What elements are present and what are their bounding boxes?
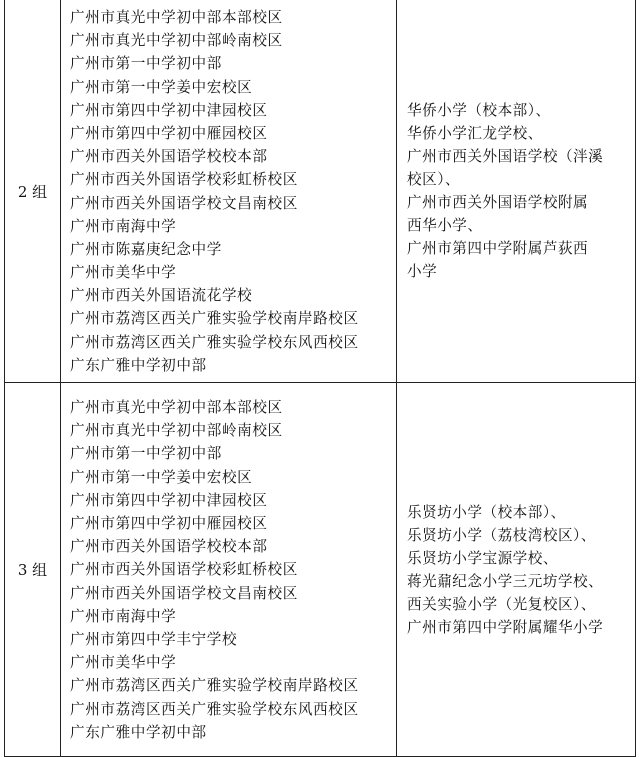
middle-school-item: 广东广雅中学初中部 (70, 723, 207, 741)
middle-school-item: 广州市第四中学初中津园校区 (70, 101, 268, 119)
middle-school-item: 广州市第四中学丰宁学校 (70, 630, 238, 648)
primary-school-item: 西华小学、 (407, 217, 483, 234)
middle-school-item: 广州市西关外国语学校彩虹桥校区 (70, 561, 298, 579)
school-allocation-table (4, 0, 636, 757)
table-body (5, 0, 636, 757)
table-row (5, 0, 636, 383)
middle-school-list (61, 383, 397, 757)
middle-school-item: 广州市荔湾区西关广雅实验学校东风西校区 (70, 333, 359, 351)
primary-school-item: 乐贤坊小学（校本部）、 (407, 503, 566, 521)
primary-school-item: 西关实验小学（光复校区）、 (407, 595, 596, 613)
primary-school-item: 乐贤坊小学宝源学校、 (407, 549, 558, 567)
middle-school-item: 广州市真光中学初中部本部校区 (70, 9, 283, 26)
middle-school-item: 广州市南海中学 (70, 217, 177, 235)
middle-school-item: 广州市荔湾区西关广雅实验学校东风西校区 (70, 700, 359, 718)
middle-school-item: 广州市第一中学姜中宏校区 (70, 468, 253, 486)
middle-school-item: 广州市西关外国语学校彩虹桥校区 (70, 171, 298, 189)
primary-school-item: 校区）、 (407, 171, 461, 188)
primary-school-item: 华侨小学（校本部）、 (407, 102, 551, 119)
middle-school-item: 广州市第四中学初中雁园校区 (70, 515, 268, 533)
middle-school-item: 广州市西关外国语学校文昌南校区 (70, 584, 298, 602)
middle-school-item: 广州市西关外国语学校校本部 (70, 538, 268, 556)
middle-school-item: 广州市第四中学初中雁园校区 (70, 124, 268, 142)
middle-school-item: 广州市第一中学初中部 (70, 55, 222, 73)
group-label: 3 组 (5, 383, 61, 757)
group-label: 2 组 (5, 0, 61, 383)
middle-school-item: 广州市荔湾区西关广雅实验学校南岸路校区 (70, 677, 359, 695)
middle-school-item: 广州市荔湾区西关广雅实验学校南岸路校区 (70, 310, 359, 328)
middle-school-item: 广州市西关外国语流花学校 (70, 287, 253, 305)
middle-school-item: 广州市真光中学初中部岭南校区 (70, 422, 283, 440)
primary-school-item: 乐贤坊小学（荔枝湾校区）、 (407, 526, 596, 544)
middle-school-item: 广州市西关外国语学校文昌南校区 (70, 194, 298, 212)
primary-school-item: 广州市西关外国语学校附属 (407, 194, 589, 211)
primary-school-item: 小学 (407, 263, 438, 280)
middle-school-item: 广州市西关外国语学校校本部 (70, 148, 268, 166)
primary-school-item: 蒋光鼐纪念小学三元坊学校、 (407, 572, 604, 590)
middle-school-item: 广州市第一中学姜中宏校区 (70, 78, 253, 96)
table-row (5, 383, 636, 757)
primary-school-item: 华侨小学汇龙学校、 (407, 125, 543, 142)
middle-school-item: 广州市南海中学 (70, 607, 177, 625)
primary-school-item: 广州市第四中学附属耀华小学 (407, 618, 604, 636)
middle-school-item: 广州市第一中学初中部 (70, 445, 222, 463)
middle-school-item: 广州市真光中学初中部岭南校区 (70, 32, 283, 50)
middle-school-item: 广州市第四中学初中津园校区 (70, 491, 268, 509)
primary-school-item: 广州市第四中学附属芦荻西 (407, 240, 589, 257)
middle-school-item: 广东广雅中学初中部 (70, 356, 207, 374)
middle-school-list (61, 0, 397, 383)
primary-school-item: 广州市西关外国语学校（泮溪 (407, 148, 604, 165)
primary-school-list (397, 0, 636, 383)
primary-school-list (397, 383, 636, 757)
middle-school-item: 广州市真光中学初中部本部校区 (70, 399, 283, 417)
middle-school-item: 广州市美华中学 (70, 654, 177, 672)
middle-school-item: 广州市美华中学 (70, 264, 177, 282)
middle-school-item: 广州市陈嘉庚纪念中学 (70, 240, 222, 258)
